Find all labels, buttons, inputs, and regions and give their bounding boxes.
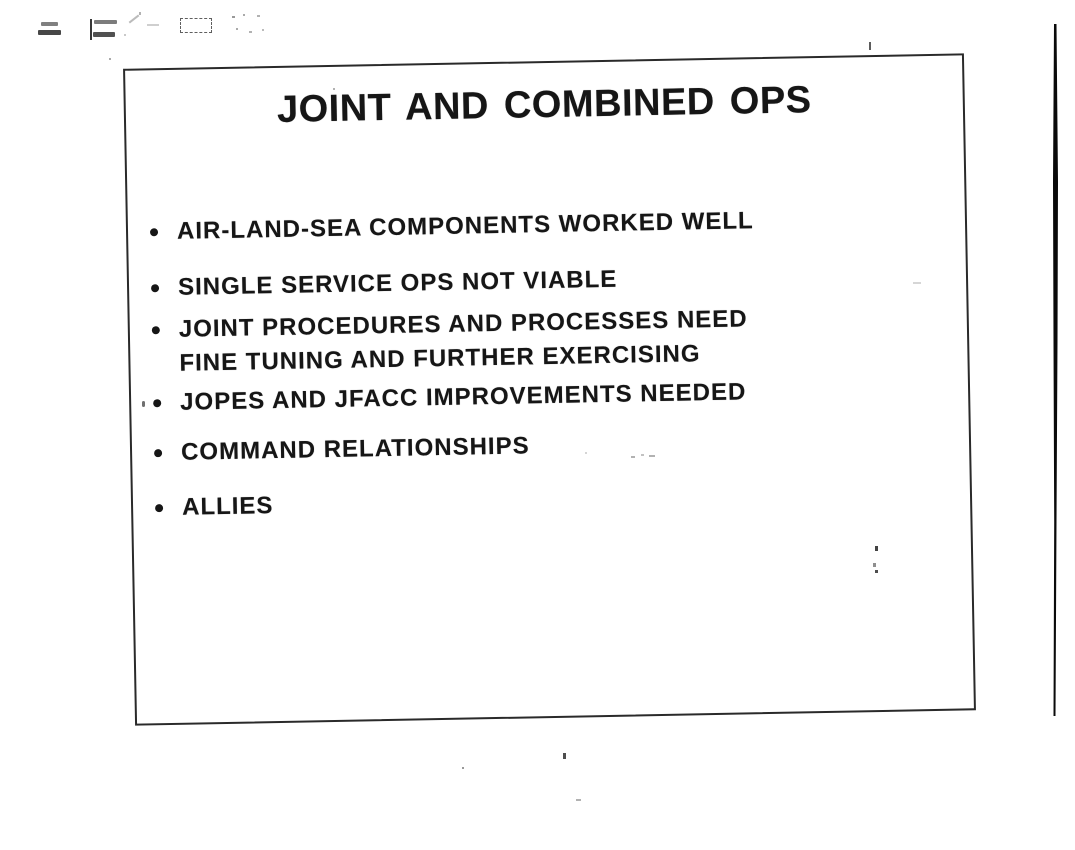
bullet-line: ALLIES [181, 492, 274, 521]
scan-speck [333, 88, 335, 90]
bullet-item [151, 263, 618, 306]
scan-smudge-mark [129, 15, 140, 24]
bullet-dot [150, 228, 158, 236]
bullet-line: COMMAND RELATIONSHIPS [180, 432, 530, 466]
bullet-line: JOPES AND JFACC IMPROVEMENTS NEEDED [179, 378, 747, 416]
scan-smudge-mark [94, 20, 117, 24]
bullet-dot [154, 449, 162, 457]
bullet-line: JOINT PROCEDURES AND PROCESSES NEED [178, 305, 748, 343]
bullet-item [154, 429, 530, 470]
scan-speck [462, 767, 464, 769]
bullet-item [153, 375, 747, 420]
bullet-dot [151, 284, 159, 292]
scan-speck [641, 454, 644, 456]
scan-speck [232, 16, 235, 18]
scan-speck [913, 282, 921, 284]
bullet-item [155, 489, 274, 525]
scan-speck [873, 563, 876, 567]
scan-smudge-mark [124, 34, 126, 36]
slide-title: JOINT AND COMBINED OPS [276, 79, 812, 131]
bullet-item [152, 302, 749, 381]
scan-smudge-mark [147, 24, 159, 26]
scan-speck [243, 14, 245, 16]
bullet-line: FINE TUNING AND FURTHER EXERCISING [179, 340, 701, 377]
scan-smudge-dashed-box [180, 18, 212, 33]
scan-speck [262, 29, 264, 31]
scan-speck [249, 31, 252, 33]
bullet-dot [153, 399, 161, 407]
scan-speck [109, 58, 111, 60]
scan-smudge-mark [41, 22, 58, 26]
scan-speck [869, 42, 871, 50]
scan-speck [576, 799, 581, 801]
scan-smudge-mark [90, 19, 92, 40]
slide-frame [123, 53, 976, 725]
scan-speck [236, 28, 238, 30]
bullet-dot [152, 326, 160, 334]
scan-speck [875, 546, 878, 551]
scan-speck [585, 452, 587, 454]
scan-speck [257, 15, 260, 17]
scan-speck [649, 455, 655, 457]
scan-speck [631, 456, 635, 458]
bullet-item [150, 204, 754, 249]
bullet-line: SINGLE SERVICE OPS NOT VIABLE [177, 265, 618, 301]
scan-speck [563, 753, 566, 759]
scan-smudge-mark [139, 12, 141, 15]
scan-speck [142, 401, 145, 407]
scan-smudge-mark [93, 32, 115, 37]
scan-speck [875, 570, 878, 573]
scan-artifact-bar [1050, 22, 1062, 720]
bullet-line: AIR-LAND-SEA COMPONENTS WORKED WELL [176, 207, 754, 245]
scan-smudge-mark [38, 30, 61, 35]
bullet-dot [155, 504, 163, 512]
